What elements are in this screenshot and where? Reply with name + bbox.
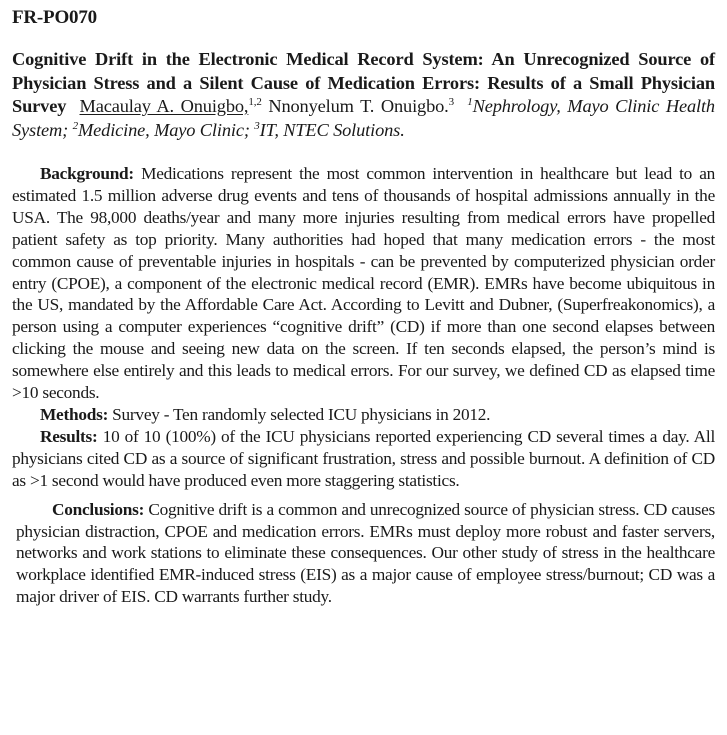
affiliation-2 — [73, 120, 250, 140]
methods-label: Methods: — [40, 404, 109, 424]
affiliation-3 — [254, 120, 404, 140]
results-text: 10 of 10 (100%) of the ICU physicians reported experiencing CD several times a day. All physicians cited CD as a source of significant frustration, stress and possible burnout. A definition of CD as >1 second would have produced even more staggering statistics. — [12, 426, 715, 490]
affiliation-3-text: IT, NTEC Solutions. — [259, 119, 405, 140]
methods-section — [12, 404, 715, 426]
conclusions-section — [12, 499, 715, 609]
results-label: Results: — [40, 426, 98, 446]
background-label: Background: — [40, 164, 134, 183]
affiliation-3-sup: 3 — [254, 119, 260, 132]
background-text: Medications represent the most common intervention in healthcare but lead to an estimated 1.5 million adverse drug events and tens of thousands of hospital admissions annually in the USA. The 98,000 deaths/year and many more injuries resulting from medical errors have propelled patient safety as top priority. Many authorities had hoped that many medication errors - the most common cause of preventable injuries in hospitals - can be prevented by computerized physician order entry (CPOE), a component of the electronic medical record (EMR). EMRs have become ubiquitous in the US, mandated by the Affordable Care Act. According to Levitt and Dubner, (Superfreakonomics), a person using a computer experiences “cognitive drift” (CD) if more than one second elapses between clicking the mouse and seeing new data on the screen. If ten seconds elapsed, the person’s mind is somewhere else entirely and this leads to medical errors. For our survey, we defined CD as elapsed time >10 seconds. — [12, 164, 716, 403]
author-secondary: Nnonyelum T. Onuigbo. — [268, 96, 449, 116]
background-section — [12, 163, 715, 404]
abstract-title: Cognitive Drift in the Electronic Medical Record System: An Unrecognized Source of Physician Stress and a Silent Cause of Medication Errors: Results of a Small Physician Survey — [12, 49, 715, 116]
abstract-id: FR-PO070 — [12, 7, 97, 28]
conclusions-text: Cognitive drift is a common and unrecognized source of physician stress. CD causes physician distraction, CPOE and medication errors. EMRs must deploy more robust and faster servers, networks and work stations to eliminate these consequences. Our other study of stress in the healthcare workplace identified EMR-induced stress (EIS) as a major cause of employee stress/burnout; CD was a major driver of EIS. CD warrants further study. — [16, 499, 715, 607]
author-secondary-affil-sup: 3 — [448, 96, 454, 108]
affiliation-1-text: Nephrology, Mayo Clinic Health System; — [12, 96, 715, 140]
affiliation-2-sup: 2 — [72, 119, 78, 132]
title-block — [12, 48, 715, 142]
author-primary-affil-sup: 1,2 — [248, 96, 262, 108]
methods-text: Survey - Ten randomly selected ICU physicians in 2012. — [112, 404, 491, 424]
conclusions-label: Conclusions: — [52, 499, 145, 519]
affiliation-1-sup: 1 — [467, 96, 473, 108]
results-section — [12, 426, 715, 492]
affiliation-2-text: Medicine, Mayo Clinic; — [77, 119, 250, 140]
author-primary: Macaulay A. Onuigbo, — [79, 96, 249, 116]
